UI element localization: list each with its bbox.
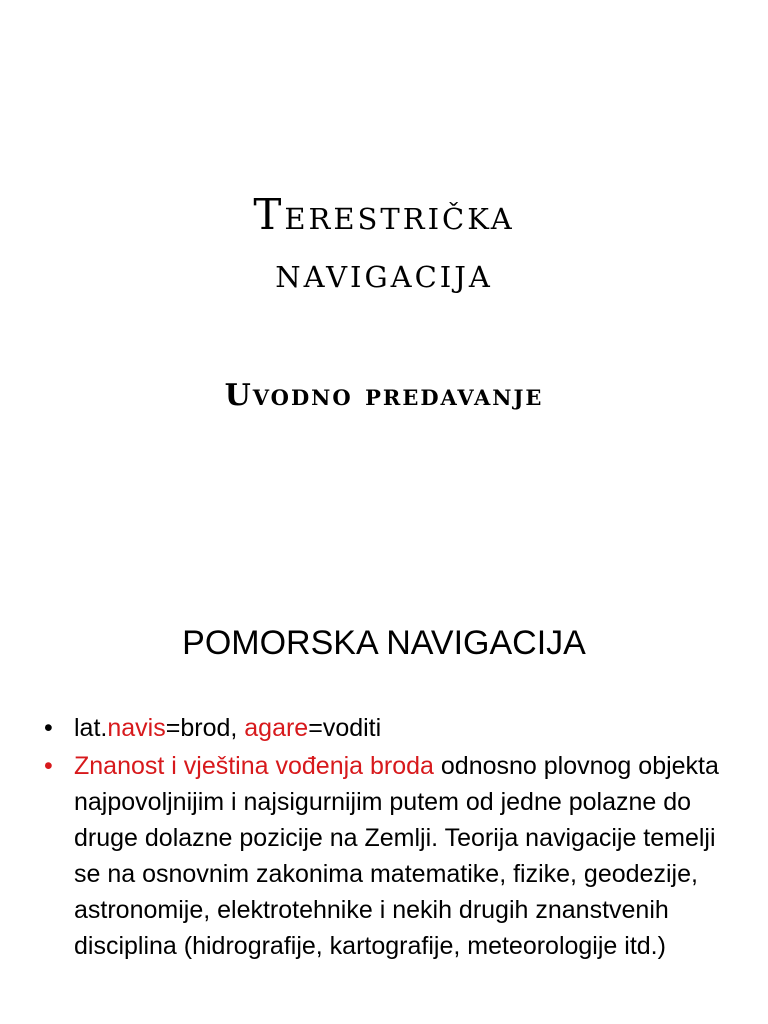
bullet-item-etymology bbox=[44, 710, 734, 746]
title-line-1: Terestrička bbox=[253, 190, 515, 239]
title-line-2: navigacija bbox=[275, 248, 493, 297]
etymology-voditi: =voditi bbox=[308, 714, 382, 742]
etymology-brod: =brod, bbox=[165, 714, 245, 742]
etymology-agare: agare bbox=[244, 714, 309, 742]
definition-lead: Znanost i vještina vođenja broda bbox=[74, 752, 434, 780]
slide-title bbox=[0, 186, 768, 302]
slide-subtitle: Uvodno predavanje bbox=[224, 378, 544, 413]
etymology-navis: navis bbox=[107, 714, 166, 742]
bullet-dot: • bbox=[44, 714, 53, 742]
bullet-list bbox=[44, 710, 734, 966]
definition-text: odnosno plovnog objekta najpovoljnijim i najsigurnijim putem od jedne polazne do druge dolazne pozicije na Zemlji. Teorija navigacije temelji se na osnovnim zakonima matematike, fizike, geodezije, astronomije, elektrotehnike i nekih drugih znanstvenih disciplina (hidrografije, kartografije, meteorologije itd.) bbox=[74, 752, 719, 960]
etymology-prefix: lat. bbox=[74, 714, 108, 742]
bullet-item-definition bbox=[44, 748, 734, 964]
content-slide bbox=[0, 576, 768, 1024]
slide-heading: POMORSKA NAVIGACIJA bbox=[182, 624, 586, 662]
bullet-dot: • bbox=[44, 752, 53, 780]
